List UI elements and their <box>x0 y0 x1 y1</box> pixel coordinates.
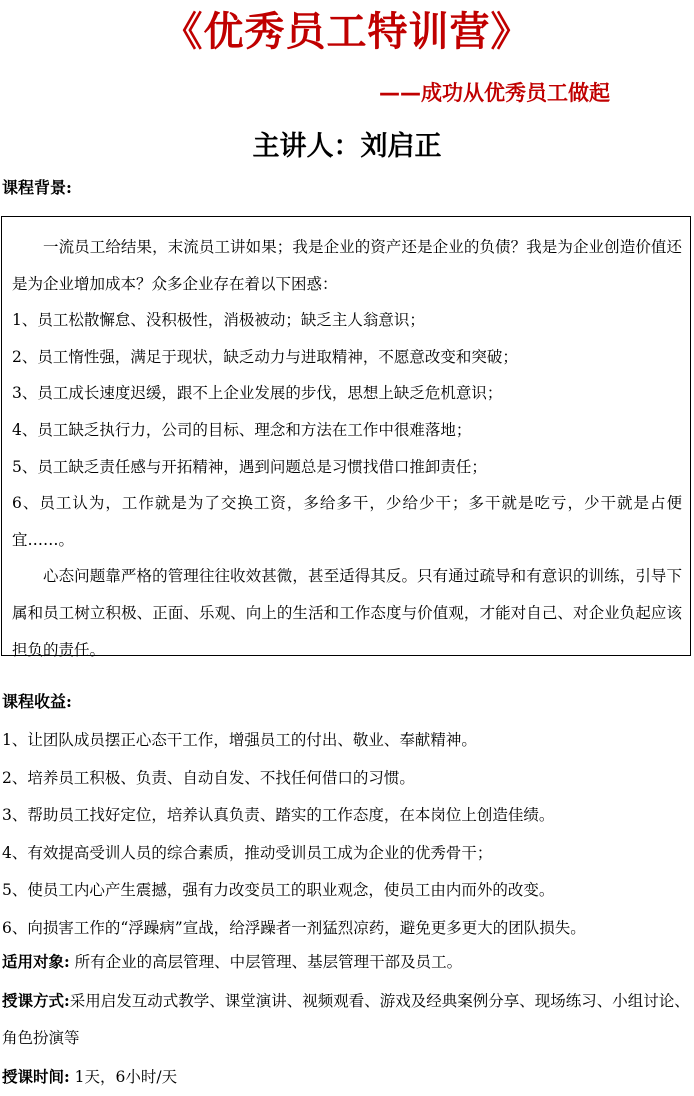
method-value: 采用启发互动式教学、课堂演讲、视频观看、游戏及经典案例分享、现场练习、小组讨论、角色扮演等 <box>2 992 690 1048</box>
method-line <box>2 982 692 1058</box>
background-intro: 一流员工给结果，末流员工讲如果；我是企业的资产还是企业的负债？我是为企业创造价值还是为企业增加成本？众多企业存在着以下困惑： <box>12 229 682 302</box>
method-label: 授课方式: <box>2 991 70 1010</box>
benefit-item: 4、有效提高受训人员的综合素质，推动受训员工成为企业的优秀骨干； <box>2 835 692 873</box>
duration-label: 授课时间: <box>2 1067 70 1086</box>
background-item: 2、员工惰性强，满足于现状，缺乏动力与进取精神，不愿意改变和突破； <box>12 339 682 376</box>
course-meta <box>2 943 692 1096</box>
course-subtitle: ——成功从优秀员工做起 <box>379 78 610 108</box>
background-item: 6、员工认为，工作就是为了交换工资，多给多干，少给少干；多干就是吃亏，少干就是占便宜……。 <box>12 485 682 558</box>
benefit-item: 5、使员工内心产生震撼，强有力改变员工的职业观念，使员工由内而外的改变。 <box>2 872 692 910</box>
benefit-item: 2、培养员工积极、负责、自动自发、不找任何借口的习惯。 <box>2 760 692 798</box>
background-box <box>1 216 691 656</box>
background-item: 4、员工缺乏执行力，公司的目标、理念和方法在工作中很难落地； <box>12 412 682 449</box>
benefit-item: 6、向损害工作的“浮躁病”宣战，给浮躁者一剂猛烈凉药，避免更多更大的团队损失。 <box>2 910 692 948</box>
background-item: 3、员工成长速度迟缓，跟不上企业发展的步伐，思想上缺乏危机意识； <box>12 375 682 412</box>
audience-label: 适用对象: <box>2 952 70 971</box>
duration-value: 1天，6小时/天 <box>75 1068 177 1086</box>
benefits-heading: 课程收益: <box>2 690 72 714</box>
benefits-list <box>2 722 692 947</box>
benefit-item: 3、帮助员工找好定位，培养认真负责、踏实的工作态度，在本岗位上创造佳绩。 <box>2 797 692 835</box>
speaker-line: 主讲人：刘启正 <box>0 128 694 166</box>
audience-line <box>2 943 692 982</box>
benefit-item: 1、让团队成员摆正心态干工作，增强员工的付出、敬业、奉献精神。 <box>2 722 692 760</box>
background-heading: 课程背景: <box>2 176 72 200</box>
audience-value: 所有企业的高层管理、中层管理、基层管理干部及员工。 <box>75 953 463 971</box>
background-conclusion: 心态问题靠严格的管理往往收效甚微，甚至适得其反。只有通过疏导和有意识的训练，引导下属和员工树立积极、正面、乐观、向上的生活和工作态度与价值观，才能对自己、对企业负起应该担负的责任。 <box>12 558 682 668</box>
course-title: 《优秀员工特训营》 <box>0 4 694 60</box>
background-item: 5、员工缺乏责任感与开拓精神，遇到问题总是习惯找借口推卸责任； <box>12 449 682 486</box>
background-item: 1、员工松散懈怠、没积极性，消极被动；缺乏主人翁意识； <box>12 302 682 339</box>
duration-line <box>2 1058 692 1096</box>
